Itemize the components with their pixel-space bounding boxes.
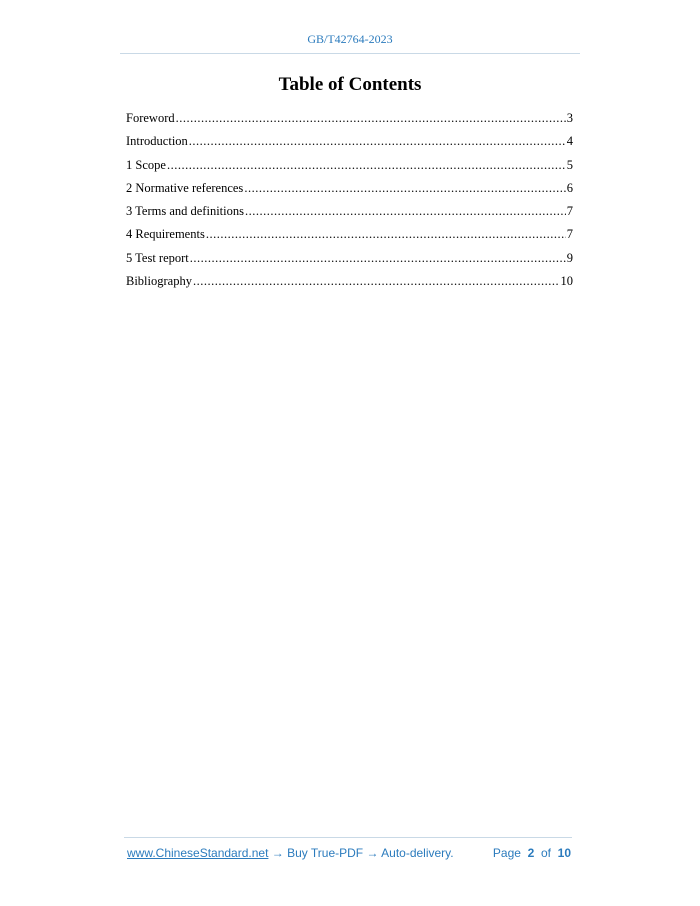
toc-dot-leader xyxy=(245,201,566,221)
toc-entry-page: 3 xyxy=(566,111,573,125)
toc-entry-page: 6 xyxy=(566,180,573,195)
toc-dot-leader xyxy=(244,178,565,198)
toc-entry-test-report[interactable] xyxy=(126,248,573,271)
toc-entry-bibliography[interactable] xyxy=(126,271,573,294)
page-indicator xyxy=(493,846,571,860)
toc-entry-page: 7 xyxy=(566,204,573,219)
toc-entry-introduction[interactable] xyxy=(126,131,573,154)
toc-entry-label: Introduction xyxy=(126,134,188,149)
arrow-icon: → xyxy=(268,846,288,860)
document-id-header: GB/T42764-2023 xyxy=(307,32,393,46)
of-word: of xyxy=(540,846,551,860)
page-footer xyxy=(127,846,571,864)
toc-dot-leader xyxy=(189,131,566,151)
header-divider xyxy=(120,53,580,54)
toc-entry-label: 5 Test report xyxy=(126,250,189,265)
toc-entry-page: 5 xyxy=(566,157,573,172)
toc-entry-label: Foreword xyxy=(126,111,175,125)
toc-dot-leader xyxy=(206,224,566,244)
toc-entry-scope[interactable] xyxy=(126,155,573,178)
toc-entry-foreword[interactable] xyxy=(126,108,573,131)
toc-entry-label: 3 Terms and definitions xyxy=(126,204,244,219)
toc-entry-label: 2 Normative references xyxy=(126,180,244,195)
toc-entry-page: 10 xyxy=(560,274,573,289)
toc-entry-terms-and-definitions[interactable] xyxy=(126,201,573,224)
page-word: Page xyxy=(492,846,521,860)
auto-delivery-text: Auto-delivery. xyxy=(381,846,454,860)
footer-divider xyxy=(124,837,572,838)
table-of-contents xyxy=(126,108,573,294)
toc-dot-leader xyxy=(167,155,566,175)
toc-entry-page: 9 xyxy=(566,250,573,265)
toc-entry-label: 4 Requirements xyxy=(126,227,205,242)
footer-promo xyxy=(127,846,454,860)
website-link[interactable]: www.ChineseStandard.net xyxy=(127,846,269,860)
current-page-number: 2 xyxy=(527,846,535,860)
total-page-number: 10 xyxy=(557,846,571,860)
toc-dot-leader xyxy=(190,248,566,268)
toc-dot-leader xyxy=(176,108,566,128)
toc-entry-label: 1 Scope xyxy=(126,157,166,172)
toc-entry-label: Bibliography xyxy=(126,274,192,289)
toc-entry-page: 4 xyxy=(566,134,573,149)
toc-entry-page: 7 xyxy=(566,227,573,242)
toc-dot-leader xyxy=(193,271,560,291)
page-title: Table of Contents xyxy=(278,74,422,95)
toc-entry-requirements[interactable] xyxy=(126,224,573,247)
buy-true-pdf-text: Buy True-PDF xyxy=(287,846,364,860)
toc-entry-normative-references[interactable] xyxy=(126,178,573,201)
arrow-icon: → xyxy=(363,846,382,860)
